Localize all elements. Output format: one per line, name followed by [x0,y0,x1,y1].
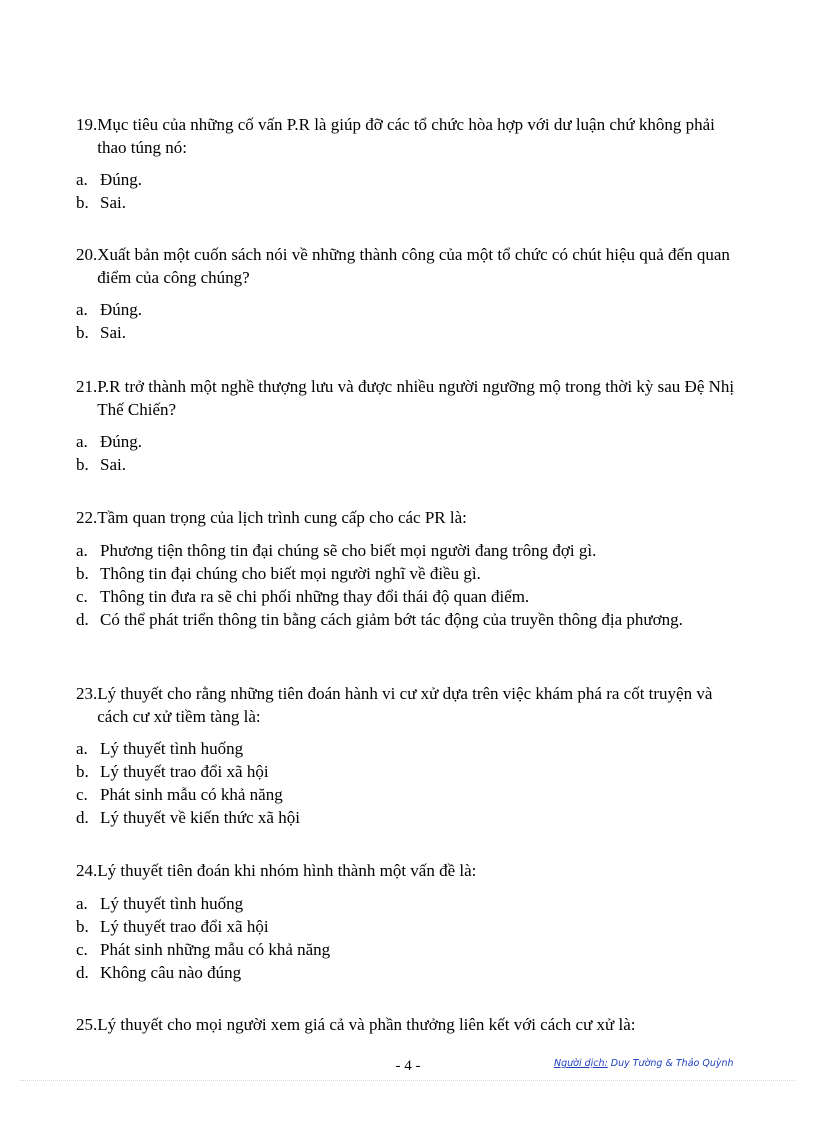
question-number: 23. [76,684,98,703]
question-number: 25. [76,1015,98,1034]
question-24 [76,860,736,984]
option-d [76,806,736,829]
option-d [76,608,736,631]
translator-names: Duy Tường & Thảo Quỳnh [607,1058,734,1069]
question-text: Mục tiêu của những cố vấn P.R là giúp đỡ các tổ chức hòa hợp với dư luận chứ không phải thao túng nó: [97,115,715,157]
option-letter: b. [76,916,89,936]
option-b [76,453,736,476]
option-list [76,539,736,631]
question-20 [76,244,736,344]
footer-divider [20,1080,796,1081]
option-text: Thông tin đưa ra sẽ chi phối những thay đổi thái độ quan điểm. [100,586,530,606]
translator-label: Người dịch: [554,1058,608,1069]
option-text: Lý thuyết trao đổi xã hội [100,916,269,936]
option-letter: d. [76,962,89,982]
option-letter: d. [76,609,89,629]
option-letter: c. [76,586,88,606]
question-21 [76,376,736,476]
option-letter: b. [76,762,89,781]
question-text: Lý thuyết cho rằng những tiên đoán hành vi cư xử dựa trên việc khám phá ra cốt truyện và cách cư xử tiềm tàng là: [97,684,713,726]
question-23 [76,683,736,829]
option-b [76,562,736,585]
question-25 [76,1014,736,1037]
option-text: Đúng. [100,170,143,189]
question-19 [76,114,736,214]
question-number: 19. [76,115,98,134]
question-number: 22. [76,508,98,527]
option-list [76,168,736,214]
option-letter: d. [76,808,89,827]
option-letter: b. [76,193,89,212]
option-text: Phát sinh mẫu có khả năng [100,785,283,804]
option-a [76,539,736,562]
option-list [76,892,736,984]
question-text: Lý thuyết cho mọi người xem giá cả và phần thưởng liên kết với cách cư xử là: [97,1015,636,1034]
option-text: Lý thuyết về kiến thức xã hội [100,808,300,827]
question-22 [76,507,736,631]
option-letter: a. [76,170,88,189]
question-number: 20. [76,245,98,264]
question-text: P.R trở thành một nghề thượng lưu và được nhiều người ngưỡng mộ trong thời kỳ sau Đệ Nhị Thế Chiến? [97,377,735,419]
option-b [76,915,736,938]
option-a [76,168,736,191]
option-c [76,938,736,961]
option-letter: a. [76,540,88,560]
option-a [76,892,736,915]
option-text: Đúng. [100,300,143,319]
option-b [76,191,736,214]
option-text: Đúng. [100,432,143,451]
page-number: - 4 - [395,1058,421,1074]
option-text: Không câu nào đúng [100,962,242,982]
option-a [76,298,736,321]
option-b [76,760,736,783]
option-text: Sai. [100,193,126,212]
option-text: Lý thuyết trao đổi xã hội [100,762,269,781]
option-letter: b. [76,563,89,583]
option-text: Có thể phát triển thông tin bằng cách giảm bớt tác động của truyền thông địa phương. [100,609,683,629]
option-letter: a. [76,300,88,319]
option-list [76,737,736,829]
question-text: Tầm quan trọng của lịch trình cung cấp cho các PR là: [97,508,467,527]
option-list [76,430,736,476]
question-number: 24. [76,861,98,880]
translator-credit [554,1058,734,1069]
option-letter: a. [76,739,88,758]
option-text: Phương tiện thông tin đại chúng sẽ cho biết mọi người đang trông đợi gì. [100,540,597,560]
option-a [76,430,736,453]
option-text: Lý thuyết tình huống [100,893,244,913]
question-text: Xuất bản một cuốn sách nói về những thành công của một tổ chức có chút hiệu quả đến quan điểm của công chúng? [97,245,730,287]
option-text: Sai. [100,323,126,342]
question-number: 21. [76,377,98,396]
option-letter: c. [76,785,88,804]
option-text: Sai. [100,455,126,474]
option-letter: a. [76,432,88,451]
option-text: Lý thuyết tình huống [100,739,244,758]
option-a [76,737,736,760]
option-letter: b. [76,323,89,342]
option-d [76,961,736,984]
option-letter: c. [76,939,88,959]
option-letter: b. [76,455,89,474]
option-letter: a. [76,893,88,913]
option-list [76,298,736,344]
option-b [76,321,736,344]
option-text: Thông tin đại chúng cho biết mọi người nghĩ về điều gì. [100,563,481,583]
option-text: Phát sinh những mẫu có khả năng [100,939,331,959]
question-text: Lý thuyết tiên đoán khi nhóm hình thành một vấn đề là: [97,861,477,880]
option-c [76,783,736,806]
option-c [76,585,736,608]
